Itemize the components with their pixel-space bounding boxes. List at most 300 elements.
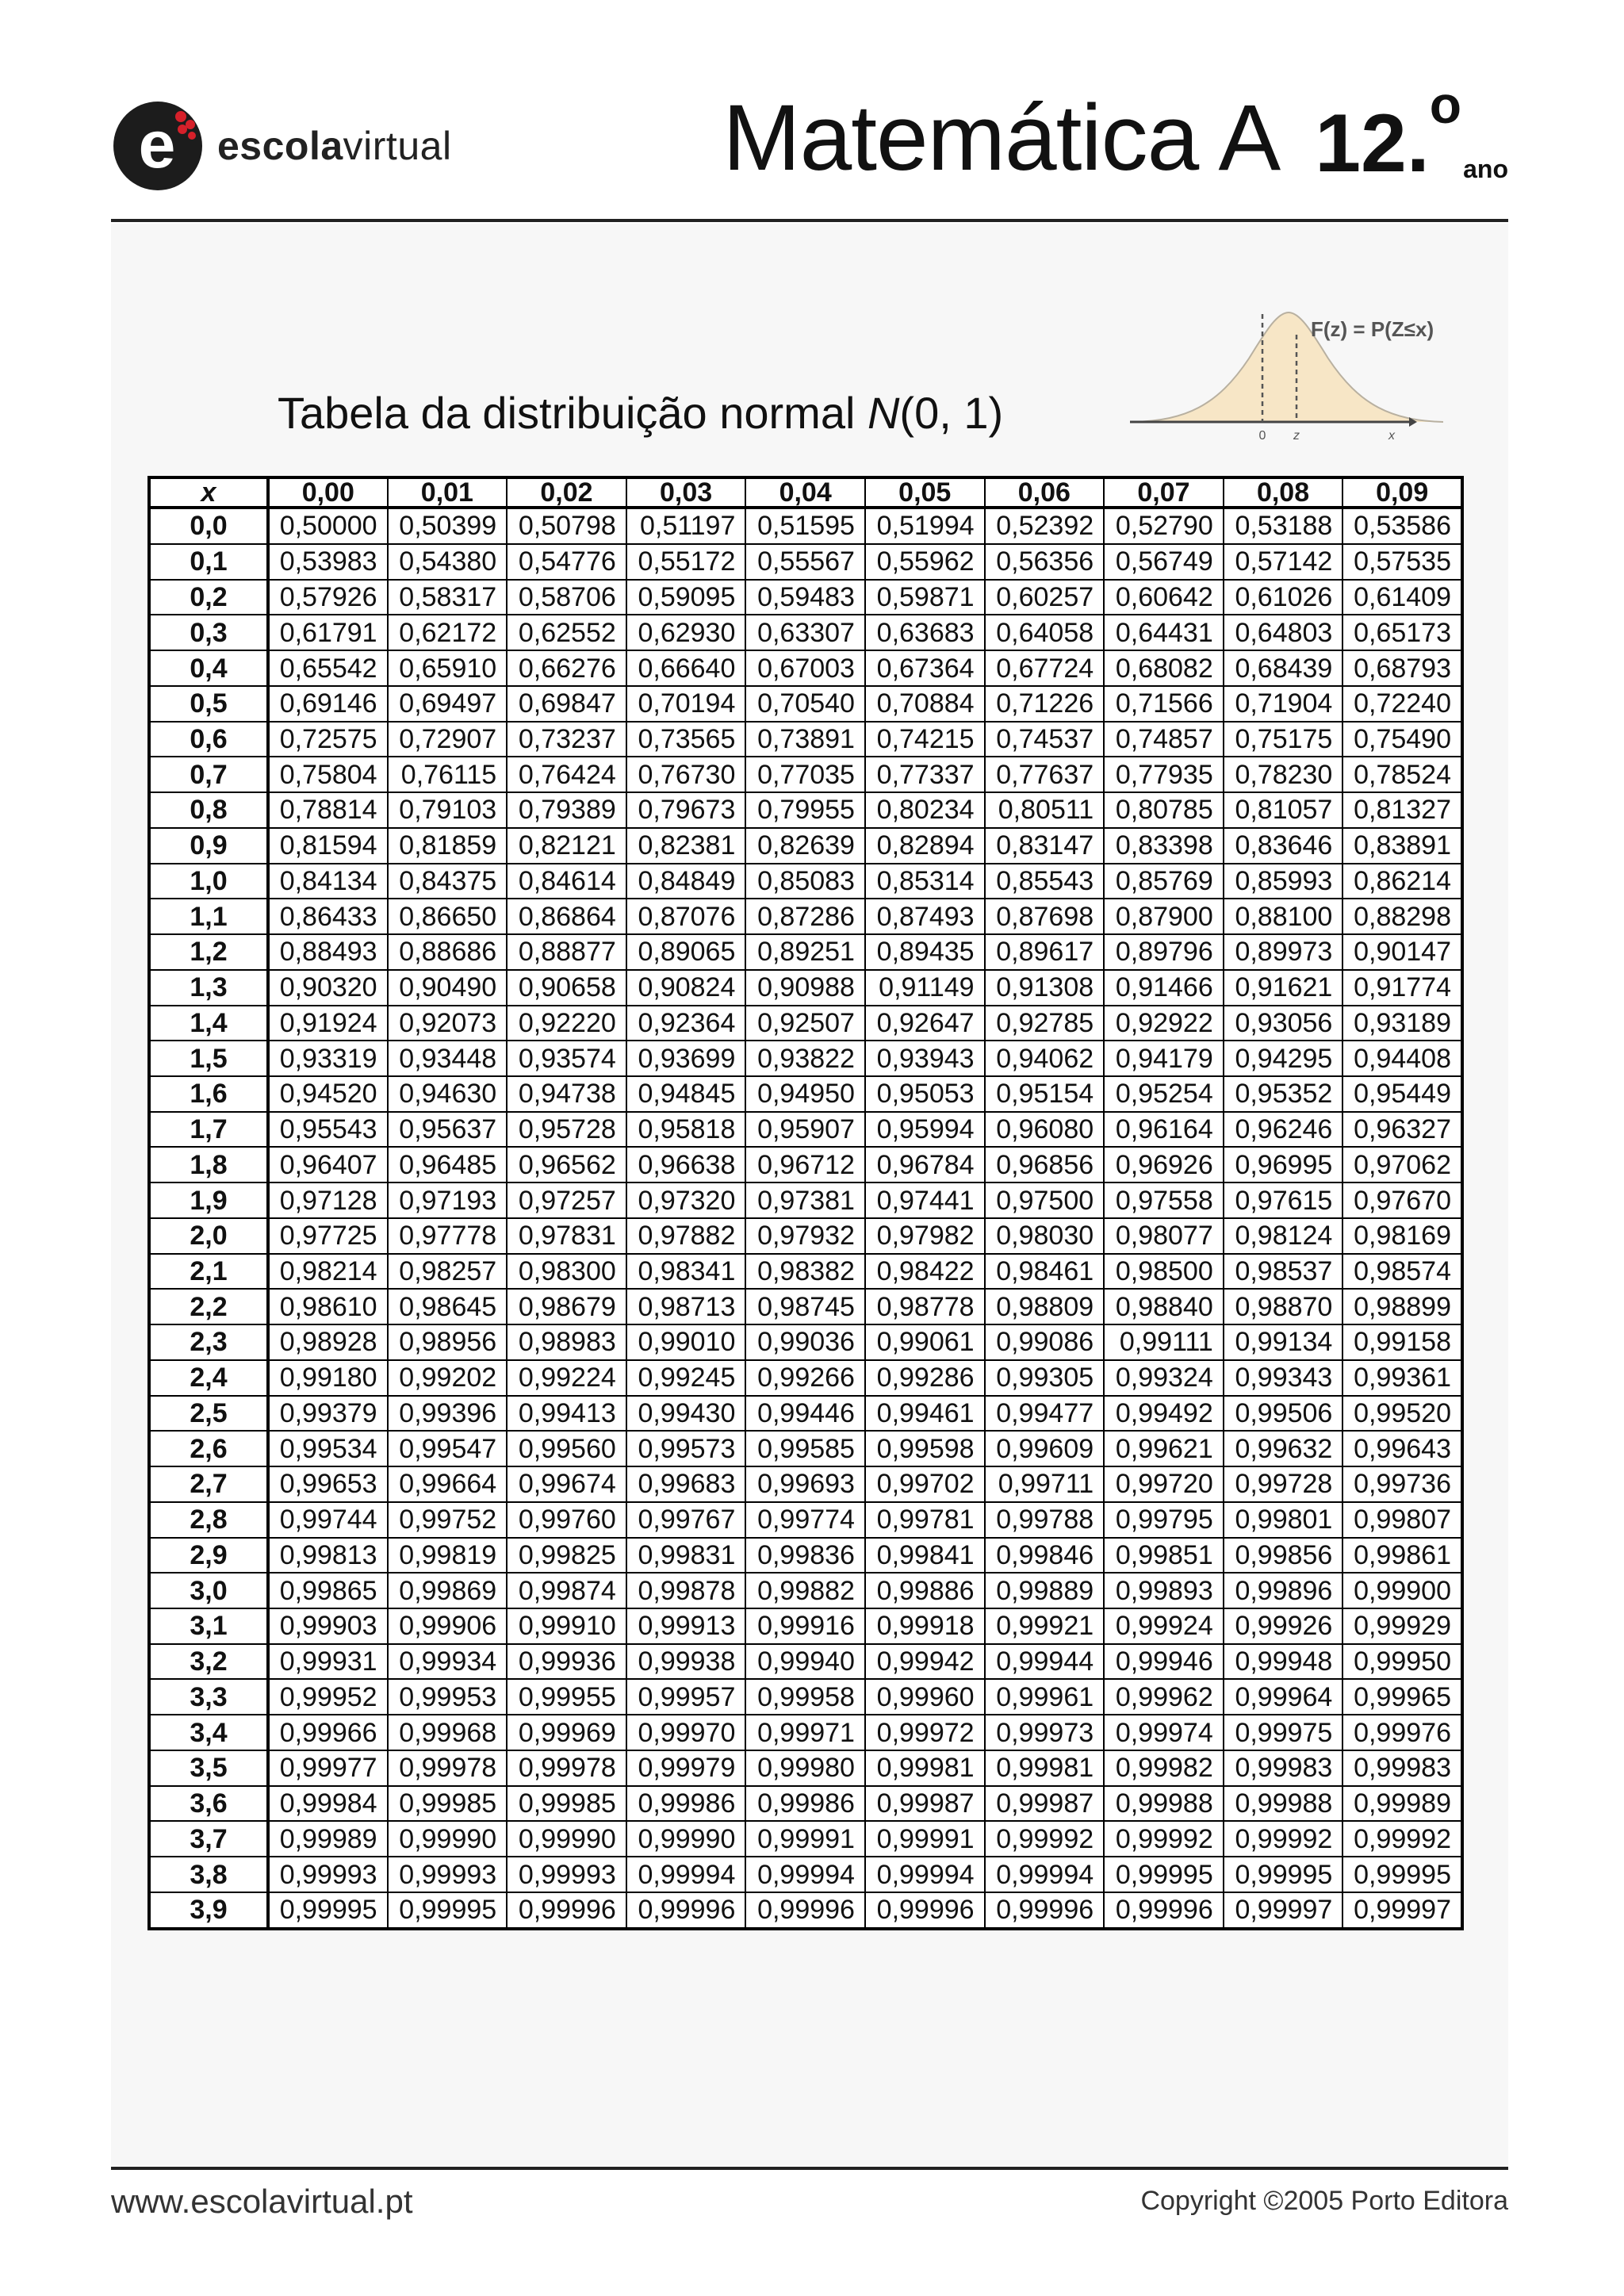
table-row: [149, 508, 1462, 544]
row-header: 3,2: [149, 1644, 268, 1680]
table-cell: 0,85543: [985, 864, 1105, 899]
table-cell: 0,99343: [1224, 1360, 1343, 1396]
row-header: 0,7: [149, 757, 268, 792]
table-cell: 0,90147: [1342, 934, 1462, 970]
table-cell: 0,96485: [388, 1147, 508, 1182]
table-cell: 0,99202: [388, 1360, 508, 1396]
table-cell: 0,99010: [626, 1324, 746, 1360]
table-cell: 0,99324: [1104, 1360, 1224, 1396]
table-cell: 0,97932: [745, 1218, 865, 1254]
table-cell: 0,88100: [1224, 899, 1343, 934]
table-cell: 0,99916: [745, 1608, 865, 1644]
table-cell: 0,70540: [745, 686, 865, 722]
brand-logo[interactable]: [111, 99, 452, 193]
table-cell: 0,91466: [1104, 970, 1224, 1006]
table-row: [149, 757, 1462, 792]
table-cell: 0,99882: [745, 1573, 865, 1608]
table-cell: 0,80511: [985, 792, 1105, 828]
table-cell: 0,99938: [626, 1644, 746, 1680]
table-cell: 0,53188: [1224, 508, 1343, 544]
table-cell: 0,99396: [388, 1396, 508, 1432]
table-cell: 0,89435: [865, 934, 985, 970]
table-cell: 0,98610: [268, 1289, 388, 1324]
table-cell: 0,99962: [1104, 1679, 1224, 1715]
table-cell: 0,85993: [1224, 864, 1343, 899]
table-cell: 0,99974: [1104, 1715, 1224, 1750]
table-cell: 0,97128: [268, 1182, 388, 1218]
table-cell: 0,97193: [388, 1182, 508, 1218]
curve-label-x: x: [1388, 429, 1395, 443]
table-cell: 0,99693: [745, 1466, 865, 1502]
table-cell: 0,59095: [626, 580, 746, 615]
table-row: [149, 1254, 1462, 1290]
table-cell: 0,98745: [745, 1289, 865, 1324]
table-cell: 0,87698: [985, 899, 1105, 934]
table-cell: 0,87076: [626, 899, 746, 934]
table-cell: 0,99996: [626, 1892, 746, 1929]
table-cell: 0,95994: [865, 1112, 985, 1148]
table-cell: 0,99964: [1224, 1679, 1343, 1715]
table-cell: 0,66276: [507, 650, 626, 686]
column-header: 0,00: [268, 477, 388, 508]
row-header: 3,7: [149, 1821, 268, 1857]
table-cell: 0,98537: [1224, 1254, 1343, 1290]
table-cell: 0,99767: [626, 1502, 746, 1538]
table-cell: 0,54380: [388, 544, 508, 580]
table-cell: 0,76115: [388, 757, 508, 792]
table-cell: 0,99980: [745, 1750, 865, 1786]
table-row: [149, 1608, 1462, 1644]
table-cell: 0,99993: [268, 1857, 388, 1892]
table-cell: 0,83147: [985, 828, 1105, 864]
table-cell: 0,73565: [626, 722, 746, 757]
table-cell: 0,78230: [1224, 757, 1343, 792]
table-cell: 0,99982: [1104, 1750, 1224, 1786]
table-cell: 0,50399: [388, 508, 508, 544]
table-cell: 0,99966: [268, 1715, 388, 1750]
table-cell: 0,99477: [985, 1396, 1105, 1432]
row-header: 1,0: [149, 864, 268, 899]
table-cell: 0,97500: [985, 1182, 1105, 1218]
table-cell: 0,99446: [745, 1396, 865, 1432]
table-cell: 0,80234: [865, 792, 985, 828]
table-cell: 0,99995: [1224, 1857, 1343, 1892]
table-cell: 0,96407: [268, 1147, 388, 1182]
table-cell: 0,56749: [1104, 544, 1224, 580]
table-cell: 0,74215: [865, 722, 985, 757]
table-cell: 0,98645: [388, 1289, 508, 1324]
table-cell: 0,91924: [268, 1006, 388, 1041]
table-cell: 0,74857: [1104, 722, 1224, 757]
table-cell: 0,95637: [388, 1112, 508, 1148]
table-title-symbol: N: [867, 388, 900, 438]
table-cell: 0,88493: [268, 934, 388, 970]
table-cell: 0,71566: [1104, 686, 1224, 722]
table-cell: 0,79673: [626, 792, 746, 828]
table-cell: 0,99984: [268, 1786, 388, 1822]
table-cell: 0,97558: [1104, 1182, 1224, 1218]
table-cell: 0,87493: [865, 899, 985, 934]
table-cell: 0,98809: [985, 1289, 1105, 1324]
table-cell: 0,69146: [268, 686, 388, 722]
table-cell: 0,99788: [985, 1502, 1105, 1538]
table-cell: 0,65173: [1342, 615, 1462, 650]
table-cell: 0,98870: [1224, 1289, 1343, 1324]
table-cell: 0,96246: [1224, 1112, 1343, 1148]
table-cell: 0,99926: [1224, 1608, 1343, 1644]
table-cell: 0,90320: [268, 970, 388, 1006]
table-cell: 0,51197: [626, 508, 746, 544]
table-cell: 0,99986: [745, 1786, 865, 1822]
table-cell: 0,99598: [865, 1431, 985, 1466]
table-cell: 0,67364: [865, 650, 985, 686]
table-cell: 0,98899: [1342, 1289, 1462, 1324]
normal-distribution-table: [147, 476, 1464, 1930]
table-cell: 0,72240: [1342, 686, 1462, 722]
table-cell: 0,99965: [1342, 1679, 1462, 1715]
table-cell: 0,99632: [1224, 1431, 1343, 1466]
table-cell: 0,98300: [507, 1254, 626, 1290]
table-row: [149, 1644, 1462, 1680]
table-row: [149, 1360, 1462, 1396]
table-cell: 0,96784: [865, 1147, 985, 1182]
table-cell: 0,99924: [1104, 1608, 1224, 1644]
table-cell: 0,99958: [745, 1679, 865, 1715]
table-cell: 0,97381: [745, 1182, 865, 1218]
table-cell: 0,99379: [268, 1396, 388, 1432]
table-cell: 0,99961: [985, 1679, 1105, 1715]
table-title-prefix: Tabela da distribuição normal: [278, 388, 868, 438]
table-cell: 0,97982: [865, 1218, 985, 1254]
table-cell: 0,50798: [507, 508, 626, 544]
table-cell: 0,99807: [1342, 1502, 1462, 1538]
table-cell: 0,68439: [1224, 650, 1343, 686]
table-cell: 0,94845: [626, 1076, 746, 1112]
table-cell: 0,99896: [1224, 1573, 1343, 1608]
table-cell: 0,57142: [1224, 544, 1343, 580]
table-cell: 0,99929: [1342, 1608, 1462, 1644]
table-cell: 0,63307: [745, 615, 865, 650]
table-cell: 0,96562: [507, 1147, 626, 1182]
table-cell: 0,97320: [626, 1182, 746, 1218]
row-header: 0,4: [149, 650, 268, 686]
table-cell: 0,95543: [268, 1112, 388, 1148]
footer-copyright: Copyright ©2005 Porto Editora: [1140, 2186, 1508, 2216]
table-cell: 0,99036: [745, 1324, 865, 1360]
column-header: 0,05: [865, 477, 985, 508]
table-cell: 0,99992: [1104, 1821, 1224, 1857]
table-cell: 0,96995: [1224, 1147, 1343, 1182]
column-header: 0,09: [1342, 477, 1462, 508]
table-row: [149, 1573, 1462, 1608]
table-cell: 0,89973: [1224, 934, 1343, 970]
table-cell: 0,99969: [507, 1715, 626, 1750]
table-cell: 0,93699: [626, 1041, 746, 1076]
table-cell: 0,98077: [1104, 1218, 1224, 1254]
table-cell: 0,99736: [1342, 1466, 1462, 1502]
table-cell: 0,98341: [626, 1254, 746, 1290]
table-cell: 0,93056: [1224, 1006, 1343, 1041]
row-header: 1,1: [149, 899, 268, 934]
table-cell: 0,99534: [268, 1431, 388, 1466]
table-cell: 0,85083: [745, 864, 865, 899]
table-cell: 0,94062: [985, 1041, 1105, 1076]
row-header: 3,0: [149, 1573, 268, 1608]
table-cell: 0,87286: [745, 899, 865, 934]
table-cell: 0,98840: [1104, 1289, 1224, 1324]
table-cell: 0,51595: [745, 508, 865, 544]
table-cell: 0,99621: [1104, 1431, 1224, 1466]
table-cell: 0,99981: [865, 1750, 985, 1786]
table-cell: 0,81327: [1342, 792, 1462, 828]
row-header: 3,5: [149, 1750, 268, 1786]
table-cell: 0,99492: [1104, 1396, 1224, 1432]
table-row: [149, 792, 1462, 828]
table-cell: 0,99948: [1224, 1644, 1343, 1680]
row-header: 3,6: [149, 1786, 268, 1822]
table-cell: 0,99921: [985, 1608, 1105, 1644]
table-cell: 0,99224: [507, 1360, 626, 1396]
table-cell: 0,82894: [865, 828, 985, 864]
table-cell: 0,99997: [1342, 1892, 1462, 1929]
row-header: 2,7: [149, 1466, 268, 1502]
row-header: 2,3: [149, 1324, 268, 1360]
table-cell: 0,99865: [268, 1573, 388, 1608]
table-title-params: (0, 1): [899, 388, 1004, 438]
table-cell: 0,57926: [268, 580, 388, 615]
table-cell: 0,99831: [626, 1538, 746, 1573]
table-cell: 0,84134: [268, 864, 388, 899]
table-cell: 0,68082: [1104, 650, 1224, 686]
table-cell: 0,99361: [1342, 1360, 1462, 1396]
table-cell: 0,99985: [507, 1786, 626, 1822]
table-cell: 0,99952: [268, 1679, 388, 1715]
table-row: [149, 544, 1462, 580]
table-cell: 0,92647: [865, 1006, 985, 1041]
table-cell: 0,82639: [745, 828, 865, 864]
table-row: [149, 1289, 1462, 1324]
table-cell: 0,75804: [268, 757, 388, 792]
row-header: 2,4: [149, 1360, 268, 1396]
table-cell: 0,91621: [1224, 970, 1343, 1006]
column-header: 0,01: [388, 477, 508, 508]
table-cell: 0,99180: [268, 1360, 388, 1396]
table-cell: 0,92220: [507, 1006, 626, 1041]
table-row: [149, 1715, 1462, 1750]
table-cell: 0,85314: [865, 864, 985, 899]
table-cell: 0,92922: [1104, 1006, 1224, 1041]
row-header: 0,2: [149, 580, 268, 615]
table-cell: 0,91774: [1342, 970, 1462, 1006]
table-cell: 0,97615: [1224, 1182, 1343, 1218]
table-cell: 0,90988: [745, 970, 865, 1006]
table-cell: 0,87900: [1104, 899, 1224, 934]
table-cell: 0,91149: [865, 970, 985, 1006]
table-row: [149, 1396, 1462, 1432]
table-cell: 0,99994: [985, 1857, 1105, 1892]
table-cell: 0,99245: [626, 1360, 746, 1396]
table-cell: 0,94950: [745, 1076, 865, 1112]
table-cell: 0,90490: [388, 970, 508, 1006]
table-cell: 0,99996: [507, 1892, 626, 1929]
table-cell: 0,99985: [388, 1786, 508, 1822]
table-cell: 0,86650: [388, 899, 508, 934]
table-row: [149, 899, 1462, 934]
table-cell: 0,98928: [268, 1324, 388, 1360]
table-cell: 0,99836: [745, 1538, 865, 1573]
row-header: 1,9: [149, 1182, 268, 1218]
table-cell: 0,95352: [1224, 1076, 1343, 1112]
table-cell: 0,75490: [1342, 722, 1462, 757]
table-cell: 0,99430: [626, 1396, 746, 1432]
table-cell: 0,99991: [865, 1821, 985, 1857]
table-row: [149, 1679, 1462, 1715]
table-cell: 0,99988: [1224, 1786, 1343, 1822]
table-cell: 0,98422: [865, 1254, 985, 1290]
row-header: 1,4: [149, 1006, 268, 1041]
table-cell: 0,85769: [1104, 864, 1224, 899]
table-cell: 0,90658: [507, 970, 626, 1006]
header-divider: [111, 219, 1508, 222]
table-cell: 0,89251: [745, 934, 865, 970]
column-header: 0,02: [507, 477, 626, 508]
table-cell: 0,99995: [268, 1892, 388, 1929]
table-cell: 0,99978: [507, 1750, 626, 1786]
table-cell: 0,92073: [388, 1006, 508, 1041]
table-row: [149, 580, 1462, 615]
table-cell: 0,91308: [985, 970, 1105, 1006]
table-cell: 0,98713: [626, 1289, 746, 1324]
footer-url[interactable]: www.escolavirtual.pt: [111, 2183, 413, 2220]
table-cell: 0,99979: [626, 1750, 746, 1786]
table-cell: 0,99874: [507, 1573, 626, 1608]
table-cell: 0,80785: [1104, 792, 1224, 828]
table-cell: 0,79955: [745, 792, 865, 828]
table-cell: 0,96327: [1342, 1112, 1462, 1148]
table-cell: 0,84375: [388, 864, 508, 899]
table-cell: 0,99988: [1104, 1786, 1224, 1822]
table-cell: 0,94520: [268, 1076, 388, 1112]
table-cell: 0,90824: [626, 970, 746, 1006]
column-header: 0,07: [1104, 477, 1224, 508]
table-cell: 0,79103: [388, 792, 508, 828]
row-header: 3,9: [149, 1892, 268, 1929]
row-header: 0,0: [149, 508, 268, 544]
table-cell: 0,98574: [1342, 1254, 1462, 1290]
table-cell: 0,96080: [985, 1112, 1105, 1148]
table-cell: 0,99993: [507, 1857, 626, 1892]
table-cell: 0,99760: [507, 1502, 626, 1538]
table-cell: 0,99968: [388, 1715, 508, 1750]
document-title: [722, 75, 1508, 190]
table-cell: 0,99846: [985, 1538, 1105, 1573]
table-cell: 0,97062: [1342, 1147, 1462, 1182]
table-cell: 0,99995: [388, 1892, 508, 1929]
table-cell: 0,95449: [1342, 1076, 1462, 1112]
table-cell: 0,77935: [1104, 757, 1224, 792]
table-cell: 0,99720: [1104, 1466, 1224, 1502]
table-row: [149, 650, 1462, 686]
table-cell: 0,97257: [507, 1182, 626, 1218]
table-cell: 0,99992: [1224, 1821, 1343, 1857]
table-cell: 0,99931: [268, 1644, 388, 1680]
table-cell: 0,92785: [985, 1006, 1105, 1041]
table-row: [149, 1182, 1462, 1218]
table-cell: 0,89065: [626, 934, 746, 970]
table-cell: 0,96712: [745, 1147, 865, 1182]
table-cell: 0,99944: [985, 1644, 1105, 1680]
table-cell: 0,99934: [388, 1644, 508, 1680]
table-cell: 0,82121: [507, 828, 626, 864]
table-cell: 0,99801: [1224, 1502, 1343, 1538]
table-cell: 0,92507: [745, 1006, 865, 1041]
table-cell: 0,99906: [388, 1608, 508, 1644]
table-cell: 0,99813: [268, 1538, 388, 1573]
table-cell: 0,64058: [985, 615, 1105, 650]
table-cell: 0,97831: [507, 1218, 626, 1254]
table-cell: 0,99664: [388, 1466, 508, 1502]
row-header: 0,1: [149, 544, 268, 580]
table-cell: 0,83646: [1224, 828, 1343, 864]
table-cell: 0,62552: [507, 615, 626, 650]
table-row: [149, 1076, 1462, 1112]
column-header: 0,08: [1224, 477, 1343, 508]
table-cell: 0,99560: [507, 1431, 626, 1466]
table-cell: 0,99683: [626, 1466, 746, 1502]
table-cell: 0,89617: [985, 934, 1105, 970]
row-header: 2,2: [149, 1289, 268, 1324]
table-cell: 0,99520: [1342, 1396, 1462, 1432]
grade-suffix: ano: [1463, 155, 1508, 183]
table-cell: 0,99819: [388, 1538, 508, 1573]
table-cell: 0,61409: [1342, 580, 1462, 615]
table-cell: 0,64431: [1104, 615, 1224, 650]
table-cell: 0,81859: [388, 828, 508, 864]
table-row: [149, 1147, 1462, 1182]
table-cell: 0,78524: [1342, 757, 1462, 792]
row-header: 1,5: [149, 1041, 268, 1076]
table-cell: 0,60257: [985, 580, 1105, 615]
table-cell: 0,99996: [985, 1892, 1105, 1929]
table-row: [149, 722, 1462, 757]
table-cell: 0,71904: [1224, 686, 1343, 722]
table-cell: 0,99953: [388, 1679, 508, 1715]
table-cell: 0,84849: [626, 864, 746, 899]
table-cell: 0,76424: [507, 757, 626, 792]
table-cell: 0,89796: [1104, 934, 1224, 970]
row-header: 3,1: [149, 1608, 268, 1644]
table-cell: 0,77637: [985, 757, 1105, 792]
table-cell: 0,99878: [626, 1573, 746, 1608]
table-cell: 0,99989: [1342, 1786, 1462, 1822]
table-cell: 0,99950: [1342, 1644, 1462, 1680]
table-cell: 0,58706: [507, 580, 626, 615]
table-cell: 0,99910: [507, 1608, 626, 1644]
table-cell: 0,76730: [626, 757, 746, 792]
table-cell: 0,82381: [626, 828, 746, 864]
table-row: [149, 828, 1462, 864]
table-row: [149, 934, 1462, 970]
table-cell: 0,99413: [507, 1396, 626, 1432]
table-cell: 0,99889: [985, 1573, 1105, 1608]
table-row: [149, 1502, 1462, 1538]
table-cell: 0,99992: [985, 1821, 1105, 1857]
table-cell: 0,94630: [388, 1076, 508, 1112]
table-cell: 0,99728: [1224, 1466, 1343, 1502]
grade-number: [1315, 75, 1462, 190]
table-cell: 0,52392: [985, 508, 1105, 544]
table-cell: 0,99111: [1104, 1324, 1224, 1360]
